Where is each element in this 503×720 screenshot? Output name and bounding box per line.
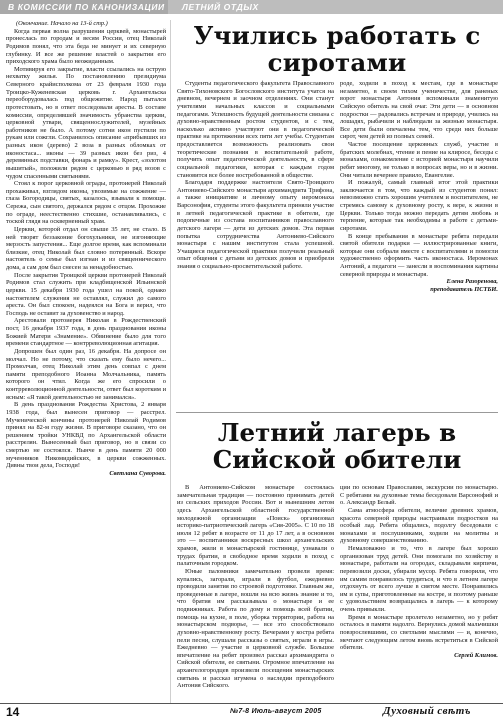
paragraph: Сама атмосфера обители, величие древних храмов, красота северной природы настраивали подростков на особый лад. Ребята общались, подолгу беседовали с монахами и послушниками, ходили на молитвы и духовному совершенствованию.	[340, 506, 498, 545]
paragraph: И пожалуй, самый главный итог этой практики заключается в том, что каждый из студентов понял: невозможно стать хорошим учителем и воспитателем, не стремясь самому к духовному росту, к вере, к жизни в Церкви. Только тогда можно передать детям любовь и терпение, которые так необходимы в работе с детьми-сиротами.	[340, 179, 498, 232]
paragraph: Стоял к порог церковной ограды, протоиерей Николай прохаживал, взглядом иконы, увозимые на сожжение — глаза Богородицы, святых, казалось, взывали к помощи. Сережа, сын святого, держался рядом с отцом. Прохожие по ограде, неестественно стихшие, останавливались, с тоской глядя на оскверненный храм.	[6, 180, 166, 226]
author-role: преподаватель ПСТБИ.	[430, 285, 498, 293]
paragraph: Юные паломники замечательно провели время: купались, загорали, играли в футбол, ежедневно проводили занятия по строевой подготовке. Главным же, проведенные в лагере, вошли на всю жизнь знание и то, что братия им рассказывала о монастыре и ее подвижниках. Работа по дому и помощь всей братии, помощь на кухне, в поле, уборка территории, работа на монастырском подворье, — все это способствовало духовно-нравственному росту. Вечерами у костра ребята пели песни, слушали рассказы о святых, играли в игры. Ежедневно — участие в церковной службе. Большое впечатление на ребят произвел рассказ архимандрита о Сийской обители, ее святыни. Огромное впечатление на архангелогородцев произвели посещения монастырских святынь и рассказ игумена о наследии преподобного Антония Сийского.	[177, 567, 334, 690]
paragraph: Допрошен был один раз, 16 декабря. На допросе он молчал. Но не потому, что сказать ему было нечего... Промолчав, отец Николай этим день совпал с днем памяти преподобного Иоанна Молчальника, память которого он чтил. Когда же его спросили о контрреволюционной деятельности, ответ был коротким и ясным: «Я такой деятельностью не занимался».	[6, 347, 166, 401]
section-header-bar	[0, 0, 503, 14]
paragraph: В конце пребывания в монастыре ребята передали святой обители подарки — иллюстрированные книги, которые они собрали вместе с воспитателями и помогли художественно оформить часть иконостаса. Иеромонах Антоний, а педагоги — занесли в воспоминания картины северной природы и монастыря.	[340, 232, 498, 278]
section-label-summer: ЛЕТНИЙ ОТДЫХ	[168, 0, 503, 14]
article1-column-left	[177, 80, 334, 410]
column-divider	[170, 20, 171, 703]
paragraph: Мотивируя его закрытие, власти ссылались на острую нехватку жилья. По постановлению президиума Северного крайисполкома от 23 февраля 1930 года Троицко-Куженевская церковь г. Архангельска переоборудовалась под общежитие. Народ пытался протестовать, но в ответ последовали аресты. В составе комиссии, определявшей значимость убранства церкви, церковной утвари, священнослужителей, музейных работников не было. А потому сотни икон пустили по рукам или сожгли. Сохранилось описание «прибывших из разных икон (дерево) 2 воза в разных обломках от иконостаса... иконы — 39 разных икон без риз, 4 деревянных подставки, фонарь и рамку». Крест, «золотом вышитый», положили рядом с церковью в ряд возов с чудом спасенными святынями.	[6, 65, 166, 180]
paragraph: Частое посещение церковных служб, участие в братских молебнах, чтение и пение на клиросе, беседы с монахами, ознакомление с историей монастыря научили ребят многому, не только в вопросах веры, но и в жизни. Они читали вечернее правило, Евангелие.	[340, 141, 498, 179]
magazine-name: Духовный свѣтъ	[383, 705, 471, 717]
article2-column-right	[340, 484, 498, 704]
paragraph: ции по основам Православия, экскурсии по монастырю. С ребятами на духовные темы беседовали Варсонофий и о. Александр Белый.	[340, 484, 498, 507]
paragraph: После закрытия Троицкой церкви протоиерей Николай Родимов стал служить при кладбищенской Ильинской церкви. 15 декабря 1930 года ушел на покой, однако настоятелем служения не оставлял, служил до самого ареста. Он был спокоен, надеялся на Бога и верил, что Господь не оставит за духовенство и народ.	[6, 271, 166, 317]
author-name: Елена Разоренова,	[446, 278, 498, 286]
paragraph: роде, ходили в поход к местам, где в монастыре незаметно, в своем тихом ученичестве, для раненых ворот монастыря Антония вспоминали знаменитую Сийскую обитель на свой очаг. Эти дети — в основном подростки — радовались встречам и природе, учились на лошадях, рыбачили и наблюдали за жизнью монастыря. Все дети были опечалены тем, что среди них больше сирот, чем детей из полных семей.	[340, 80, 498, 141]
paragraph: Церкви, которой отдал он свыше 35 лет, не стало. В ней творят беззаконие богохульники, не изгоняющие мерзость запустения... Еще долгое время, как вспоминали близкие, отец Николай был словно потерянный. Вскоре настоятель о семье был изгнан и из священнического дома, а сам дом был снесен за ненадобностью.	[6, 225, 166, 271]
article-title-summer-camp: Летний лагерь в Сийской обители	[212, 418, 462, 474]
author-signature-block	[340, 278, 498, 293]
left-column-article	[6, 20, 166, 700]
continuation-note: (Окончание. Начало на 13-й стр.)	[16, 20, 108, 27]
footer-rule	[0, 703, 503, 704]
author-signature: Светлана Суворова.	[109, 469, 166, 477]
paragraph: Арестовали протоиерея Николая в Рождественский пост, 16 декабря 1937 года, в день празднования иконы Божией Матери «Знамение». Обвинение было для того времени стандартное — контрреволюционная агитация.	[6, 317, 166, 348]
paragraph: Время в монастыре пролетело незаметно, но у ребят осталось в памяти надолго. Вернулись домой мальчишки повзрослевшими, со светлыми мыслями — и, конечно, мечтают следующим летом вновь встретиться в Сийской обители.	[340, 613, 498, 652]
paragraph: В Антониево-Сийском монастыре состоялась замечательная традиция — постоянно принимать детей из сельских приходов России. Вот и нынешним летом здесь Архангельской областной государственной молодежной организации «Поиск» организовал историко-патриотический лагерь «Сия-2005». С 10 по 18 июля 12 ребят в возрасте от 11 до 17 лет, а в основном это — воспитанники воскресных школ архангельских храмов, жили в монастырской гостинице, узнавали о трудах братии, в свободное время ходили в поход с палаточным городком.	[177, 484, 334, 568]
article2-column-left	[177, 484, 334, 704]
issue-label: №7-8 Июль-август 2005	[230, 708, 322, 715]
section-label-canonization: В КОМИССИИ ПО КАНОНИЗАЦИИ	[0, 0, 168, 14]
paragraph: Немаловажно и то, что в лагере был хорошо организован труд детей. Они помогали по хозяйству в монастыре, работали на огородах, складывали кирпичи, перевозили доски, убирали мусор. Ребята говорили, что им самим понравилось трудиться, и что в летнем лагере отдохнуть от всего лучше в святом месте. Понравились им и супы, приготовленные на костре, и поэтому раньше с удовольствием возвращались в лагерь — к которому очень привыкли.	[340, 545, 498, 613]
article1-column-right	[340, 80, 498, 410]
paragraph: Благодаря поддержке настоятеля Свято-Троицкого Антониево-Сийского монастыря архимандрита Трифона, а также инициативе и личному опыту иеромонаха Варсонофия, студенты этого факультета приняли участие в летней педагогической практике в обители, где подопечные из состава воспитанников православного детского лагеря — дети из детских домов. Эта первая попытка сотрудничества Антониево-Сийского монастыря с нашим институтом стала успешной. Учащиеся педагогической практики получили реальный опыт общения с детьми из детских домов и приобрели знания о социально-просветительской работе.	[177, 179, 334, 270]
page-number: 14	[6, 705, 20, 719]
author-signature: Сергей Климов.	[454, 651, 498, 659]
page-footer	[0, 705, 503, 720]
paragraph: В день празднования Рождества Христова, 2 января 1938 года, был вынесен приговор — расстрел. Мученической кончины протоиерей Николай Родимов принял на 82-м году жизни. В приговоре сказано, что он решением тройки УНКВД по Архангельской области расстрелян. Вынесенный был приговор, но в связи со смертью не состоялся. Нынче в день памяти 20 000 мученников Никомидийских, в церкви сожженных. Дивны твои дела, Господи!	[6, 401, 166, 470]
article-title-orphans: Учились работать с сиротами	[193, 21, 481, 77]
paragraph: Когда первая волна разрушения церквей, монастырей пронеслась по городам и весям России, отец Николай Родимов понял, что эта беда не минует и их северную глубинку. И все же решение властей о закрытии его приходского храма было неожиданным.	[6, 27, 166, 66]
paragraph: Студенты педагогического факультета Православного Свято-Тихоновского Богословского института учатся на дневном, вечернем и заочном отделениях. Они станут учителями начальных классов и социальными педагогами. Успешность будущей деятельности связана с духовно-нравственным ростом студентов, и с тем, насколько активно участвуют они в педагогической практике на протяжении всех пяти лет учебы. Студентам предоставляется возможность реализовать свои теоретические познания в воспитательной работе, получить опыт педагогической деятельности, в сфере социальной педагогики, которая с каждым годом становится все более востребованной в обществе.	[177, 80, 334, 179]
article-separator	[176, 412, 498, 413]
